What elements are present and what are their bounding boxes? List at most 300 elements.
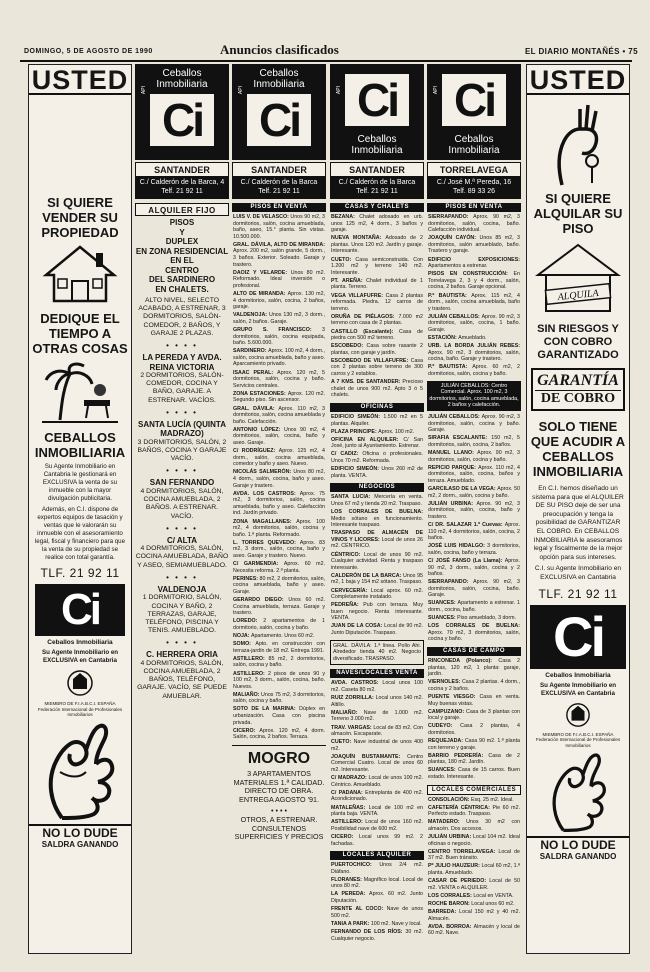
ad-listing xyxy=(331,509,423,529)
header-section: Anuncios clasificados xyxy=(220,42,339,57)
ad-location: JULIÁN CEBALLOS: xyxy=(428,313,482,320)
ad-text: 30 m2. Cualquier negocio. xyxy=(331,928,423,942)
ad-location: ESCOBEDO DE VILLAFUFRE: xyxy=(331,357,411,364)
listing-title: PISOS xyxy=(169,218,195,227)
section-alquiler-fijo: ALQUILER FIJO xyxy=(135,203,229,216)
ad-listing xyxy=(428,753,520,766)
ad-listing xyxy=(331,834,423,847)
ad-listing xyxy=(331,379,423,399)
ads-list xyxy=(330,214,424,399)
ad-location: JOSÉ LUIS HIDALGO: xyxy=(428,543,488,550)
ad-text: Aprox. 90 m2, 3 dormitorios, salón, cocina y baño. Garaje. xyxy=(428,414,520,434)
ad-location: PLAZA PRINCIPE: xyxy=(331,428,379,435)
ad-location: VEGA VILLAFUFRE: xyxy=(331,292,386,299)
listing-text: ALTO NIVEL, SELECTO ACABADO, A ESTRENAR, 3 DORMITORIOS, SALÓN-COMEDOR, 2 BAÑOS, Y GARAJE 2 PLAZAS. xyxy=(138,297,226,337)
ad-text: Local de unos 90 m2. Cualquier actividad. Renta y traspaso interesante. xyxy=(331,551,423,571)
ad-listing xyxy=(233,327,325,347)
ad-text: 100 m2. Nave y local. xyxy=(370,920,422,927)
ad-listing xyxy=(331,739,423,752)
ad-text: Local de 90 m2. Junto Diputación. Traspaso. xyxy=(331,623,423,637)
office-address: C./ Calderón de la Barca Telf. 21 92 11 xyxy=(331,177,423,198)
ad-text: Unos 80 m2. Reformado. Ideal inversión o profesional. xyxy=(233,269,325,289)
api-mark: API xyxy=(141,86,147,95)
office-address: C./ Calderón de la Barca, 4 Telf. 21 92 11 xyxy=(136,177,228,198)
ad-text: C/ San José, junto al Ayuntamiento. Estrenar. xyxy=(331,436,423,450)
ad-location: LOREDO: xyxy=(233,618,264,625)
logo-top2: Inmobiliaria xyxy=(156,79,208,90)
ad-location: CASAR DE PERIEDO: xyxy=(428,878,490,885)
ad-location: SARDINERO: xyxy=(233,348,269,355)
ad-location: TANIA A PARK: xyxy=(331,920,371,927)
ad-listing xyxy=(331,437,423,450)
logo-bot2: Inmobiliaria xyxy=(448,145,500,156)
ad-listing xyxy=(233,391,325,404)
ad-text: Apto. en construcción con terraza-jardín de 18 m2. Entrega 1991. xyxy=(233,641,325,654)
ci-logo: Ci xyxy=(150,94,214,146)
right-body2: C.I. su Agente Inmobiliario en EXCLUSIVA en Cantabria xyxy=(534,565,622,581)
right-logo-caption: Ceballos Inmobiliaria xyxy=(545,671,611,679)
ad-listing xyxy=(233,618,325,631)
ad-text: Aprox. 130 m2, 4 dormitorios, salón, cocina, 2 baños, garaje. xyxy=(233,291,325,311)
ad-listing xyxy=(428,878,520,891)
listing-title: CENTRO xyxy=(165,265,199,275)
ci-logo-block xyxy=(135,64,229,160)
ad-text: Local unos 140 m2. Altillo. xyxy=(331,695,423,708)
ad-location: NICOLÁS SALMERÓN: xyxy=(233,469,294,476)
ads-list xyxy=(330,862,424,942)
ad-location: CUETO: xyxy=(331,256,356,263)
ad-listing xyxy=(233,656,325,669)
column-2 xyxy=(232,64,326,954)
ad-listing xyxy=(331,906,423,919)
ad-listing xyxy=(331,573,423,586)
ad-text: Local de unos 160 m2. Posibilidad nave de 600 m2. xyxy=(331,819,423,832)
ad-text: Aprox. 100 m2, 4 dorm., salón, cocina amueblada, baño y aseo. Aparcamiento privado. xyxy=(233,348,325,368)
ad-listing xyxy=(233,641,325,654)
left-agent: Su Agente Inmobiliario en EXCLUSIVA en Cantabria xyxy=(41,649,119,664)
ad-listing xyxy=(331,921,423,928)
ad-listing xyxy=(428,558,520,578)
listing-text: 4 DORMITORIOS, SALÓN, COCINA AMUEBLADA, 2 BAÑOS. A ESTRENAR. VACÍO. xyxy=(140,487,224,520)
ad-text: Casa de 15 carros. Buen estado. Interesante. xyxy=(428,767,520,781)
ad-listing xyxy=(331,414,423,427)
ad-text: 7.000 m2 terreno con casa de 2 plantas. xyxy=(331,313,423,327)
left-body2: Además, en C.I. dispone de expertos equipos de tasación y ventas que le valorarán su inmueble con el asesoramiento legal, fiscal y financiero para que la venta de su propiedad se realice con total garantía. xyxy=(34,506,126,561)
ads-list xyxy=(427,797,521,937)
ad-listing xyxy=(233,540,325,560)
ad-listing xyxy=(233,448,325,468)
section-pisos-venta: PISOS EN VENTA xyxy=(232,203,326,212)
ad-location: SOTO DE LA MARINA: xyxy=(233,706,300,713)
right-agent: Su Agente Inmobiliario en EXCLUSIVA en Cantabria xyxy=(539,681,617,697)
ad-location: GARCILASO DE LA VEGA: xyxy=(428,485,498,492)
ad-text: Local de unos 100 m2. Céntrico. Amueblado. xyxy=(331,775,423,788)
ad-listing xyxy=(428,694,520,707)
ad-listing xyxy=(428,679,520,692)
ad-location: MANUEL LLANO: xyxy=(428,450,478,456)
ad-location: EDIFICIO SIMEÓN: xyxy=(331,466,382,473)
ad-listing xyxy=(233,728,325,741)
ci-logo-block xyxy=(427,64,521,160)
ad-text: Aprox. 110 m2, 3 dormitorios, salón, cocina amueblada y baño. Calefacción. xyxy=(233,405,325,425)
ad-text: Aprox. 110 m2, 4 dormitorios, salón, cocina, baños y terraza. Amueblado. xyxy=(428,464,520,484)
ad-text: Unos 130 m2, 3 dorm., salón, 2 baños. Garaje. xyxy=(233,312,325,325)
ad-location: NOJA: xyxy=(233,633,251,640)
ad-text: Local de 100 m2 en planta baja. VENTA. xyxy=(331,804,423,818)
ad-text: Unos 30 m2 con almacén. Dos accesos. xyxy=(428,819,520,832)
api-mark: API xyxy=(433,86,439,95)
logo-bot2: Inmobiliaria xyxy=(351,145,403,156)
ad-listing xyxy=(331,710,423,723)
ad-listing xyxy=(233,561,325,574)
right-usted: USTED xyxy=(527,65,629,95)
ad-listing xyxy=(331,329,423,342)
section-pisos-venta: PISOS EN VENTA xyxy=(427,203,521,212)
ad-location: JOAQUÍN BUSTAMANTE: xyxy=(331,753,408,760)
ad-location: SUANCES: xyxy=(428,600,458,607)
ad-location: LUIS V. DE VELASCO: xyxy=(233,214,291,220)
left-line2: DEDIQUE EL TIEMPO A OTRAS COSAS xyxy=(32,311,128,356)
ad-location: CICERO: xyxy=(331,833,359,840)
ad-text: Unos 80 m2, 4 dorm., salón, cocina, baño y aseo. Garaje y trastero. xyxy=(233,469,326,489)
ad-text: Aprox. 60 m2, 2 dormitorios, salón, cocina y baño. xyxy=(428,364,520,378)
ad-text: Nave industrial de unos 400 m2. xyxy=(331,739,423,752)
ad-location: P.º BAUTISTA: xyxy=(428,292,472,299)
ad-text: Aprox. 90 m2, 3 dormitorios, salón, cocina, baño. Garaje y trastero. xyxy=(428,349,520,363)
ad-location: JULIÁN CEBALLOS: xyxy=(428,414,482,421)
ad-text: Local en VENTA. xyxy=(473,892,514,899)
listing-title: C. HERRERA ORIA xyxy=(146,650,218,660)
listing-text: 4 DORMITORIOS, SALÓN, COCINA AMUEBLADA, BAÑO Y ASEO, SEMIAMUEBLADO. xyxy=(135,545,229,569)
ad-location: ROCHE BARON: xyxy=(428,900,472,907)
ad-listing xyxy=(233,427,325,447)
section-negocios: NEGOCIOS xyxy=(330,483,424,492)
office-city: SANTANDER xyxy=(136,163,228,177)
ad-location: CUETO: xyxy=(331,739,354,746)
left-line3: CEBALLOS INMOBILIARIA xyxy=(34,430,126,460)
divider-dots: • • • • xyxy=(166,466,198,476)
ad-text: Mercería en venta. Unos 67 m2 y tienda 20 m2. Traspaso. xyxy=(331,494,423,507)
section-oficinas: OFICINAS xyxy=(330,403,424,412)
ad-text: Nave de unos 500 m2. xyxy=(331,906,424,919)
listing-text: 1 DORMITORIO, SALÓN, COCINA Y BAÑO, 2 TERRAZAS, GARAJE, TELÉFONO, PISCINA Y TENIS. AMUEBLADO. xyxy=(142,594,222,635)
ad-listing xyxy=(233,406,325,426)
listing-text: 2 DORMITORIOS, SALÓN-COMEDOR, COCINA Y BAÑO, GARAJE. A ESTRENAR. VACÍOS. xyxy=(140,372,224,404)
listing-title: VALDENOJA xyxy=(157,584,207,594)
ad-text: Aprox. 110 m2, 4 dormitorios, salón, cocina, 2 baños. xyxy=(428,521,520,542)
house-icon xyxy=(42,243,118,305)
ad-location: PISOS EN CONSTRUCCIÓN: xyxy=(428,271,514,278)
ad-text: Unos 95 m2, 1 baja y 154 m2 sótano. Traspaso. xyxy=(331,572,423,586)
ad-text: Aprox. 90 m2, 3 dorm., salón, cocina y 2 baños. xyxy=(428,557,520,578)
ad-listing xyxy=(331,429,423,436)
seal-icon xyxy=(65,669,95,697)
ad-location: JUAN DE LA COSA: xyxy=(331,623,385,630)
ads-list xyxy=(330,494,424,636)
ad-listing xyxy=(428,364,520,377)
ad-listing xyxy=(428,293,520,313)
left-ad xyxy=(28,64,132,954)
ad-location: L. TORRES QUEVEDO: xyxy=(233,539,300,546)
ad-text: Unos 75 m2, 3 dormitorios, salón, cocina y baño. xyxy=(233,691,325,705)
ad-location: TRASPASO DE ALMACÉN DE VINOS Y LICORES: xyxy=(331,530,423,543)
ad-listing xyxy=(331,819,423,832)
ad-location: MATALEÑAS: xyxy=(331,804,369,811)
ad-location: CALDERÓN DE LA BARCA: xyxy=(331,572,404,579)
ad-listing xyxy=(331,257,423,277)
ad-location: AVDA. LOS CASTROS: xyxy=(233,490,300,497)
ad-location: GRAL. DÁVILA: xyxy=(233,405,279,412)
ad-location: PERINES: xyxy=(233,575,260,582)
ad-text: 85 m2, 2 dormitorios, salón, cocina y baño. xyxy=(233,655,325,669)
ad-listing xyxy=(233,291,325,311)
ad-text: Pie 60 m2. Perfecto estado. Traspaso. xyxy=(428,804,521,818)
ad-text: Pub con terraza. Muy buen negocio. Renta interesante. VENTA. xyxy=(331,602,423,622)
ad-text: Aprox. 83 m2, 3 dorm., salón, cocina, baño y aseo. Garaje y trastero. Nuevo. xyxy=(233,539,325,559)
ad-text: Casa 90 m2. 1.ª planta con terreno y garaje. xyxy=(428,738,520,751)
ad-text: Unos 60 m2. Cocina amueblada, terraza. Garaje y trastero. xyxy=(233,597,325,617)
ad-text: Medio sótano en funcionamiento. Interesante traspaso. xyxy=(331,515,423,529)
mogro-ad xyxy=(232,745,326,842)
ad-listing xyxy=(331,775,423,788)
listing-title: LA PEREDA Y AVDA. REINA VICTORIA xyxy=(142,353,222,372)
ad-location: URB. LA BORDA JULIÁN REBES: xyxy=(428,343,520,350)
ad-text: Aprox. 70 m2, 3 dormitorios, salón, cocina y baño. xyxy=(428,629,520,643)
ad-location: EDIFICIO SIMEÓN: xyxy=(331,413,384,420)
listing-text: 3 DORMITORIOS, SALÓN, 2 BAÑOS, COCINA Y GARAJE VACÍO. xyxy=(137,438,227,463)
office-city: SANTANDER xyxy=(331,163,423,177)
ad-location: C/ PADANA: xyxy=(331,789,366,796)
ad-location: EDIFICIO EXPOSICIONES: xyxy=(428,256,520,263)
ad-listing xyxy=(428,486,520,499)
ad-listing xyxy=(428,271,520,291)
ad-text: Nave de 1.000 m2. Terreno 3.000 m2. xyxy=(331,709,423,723)
ad-text: Dúplex en urbanización. Casa con piscina privada. xyxy=(233,706,325,726)
ad-text: Almacén y local de 60 m2. Nave. xyxy=(428,923,520,937)
ad-text: Local unos 100 m2. Caseta 80 m2. xyxy=(331,680,423,694)
ad-listing xyxy=(233,370,325,390)
ad-text: Magnífico local. Local de unos 80 m2. xyxy=(331,876,423,890)
column-1 xyxy=(135,64,229,954)
api-mark: API xyxy=(336,86,342,95)
ad-listing xyxy=(428,738,520,751)
ad-text: Casa con 2 plantas sobre terreno de 300 carros y 2 establos. xyxy=(331,357,423,378)
ad-location: GRAL. DÁVILA, ALTO DE MIRANDA: xyxy=(233,241,325,248)
ad-location: CERVECERÍA: xyxy=(331,587,371,594)
ad-listing xyxy=(331,695,423,708)
ad-listing xyxy=(233,348,325,368)
ad-location: VIERNOLES: xyxy=(428,679,462,686)
ad-text: Amueblado. xyxy=(458,335,487,342)
ad-listing xyxy=(331,680,423,693)
ad-listing xyxy=(331,602,423,622)
ad-text: Aprox. 90 m2, 3 dormitorios, salón, cocina, baño y trastero. xyxy=(428,500,520,520)
ad-location: LOS CORRALES: xyxy=(428,892,474,899)
alquila-sign-icon xyxy=(532,239,624,315)
ad-listing xyxy=(428,909,520,922)
ad-location: ASTILLERO: xyxy=(233,655,269,662)
ci-logo: Ci xyxy=(247,94,311,146)
office-box xyxy=(232,162,326,199)
ci-logo-block xyxy=(232,64,326,160)
ad-location: C/ GARMENDIA: xyxy=(233,561,284,568)
beach-icon xyxy=(40,360,120,426)
listing-title: SAN FERNANDO xyxy=(149,478,215,488)
ad-location: MALIAÑO: xyxy=(331,709,364,716)
column-3 xyxy=(330,64,424,954)
ad-listing xyxy=(428,501,520,521)
ad-text: Aprox. 120 m2, 4 dorm. Salón, cocina, 2 baños. Terraza. xyxy=(233,727,325,741)
office-address: C./ Calderón de la Barca Telf. 21 92 11 xyxy=(233,177,325,198)
ad-location: ALTO DE MIRANDA: xyxy=(233,291,288,298)
ad-location: MATADERO: xyxy=(428,819,467,826)
header-rule xyxy=(20,60,632,62)
ad-listing xyxy=(331,293,423,313)
ad-text: Local de 50 m2. VENTA o ALQUILER. xyxy=(428,878,520,891)
ad-text: Aprox. 120 m2, 5 dormitorios, salón, cocina y baño. Servicios centrales. xyxy=(233,369,326,389)
section-locales-alquiler: LOCALES ALQUILER xyxy=(330,851,424,860)
ad-text: Centro Comercial Cuatro. Local de unos 60 m2. Interesante. xyxy=(331,753,423,774)
ad-listing xyxy=(428,623,520,643)
header-date: DOMINGO, 5 DE AGOSTO DE 1990 xyxy=(24,48,153,55)
ad-listing xyxy=(331,862,423,875)
ad-text: Unos 260 m2 de planta. VENTA. xyxy=(331,466,423,479)
ad-location: SIERRAPANDO: xyxy=(428,579,474,586)
ad-text: Unos 90 m2, 3 dormitorios, salón, cocina amueblada, baño, aseo, 15.° planta. Sin vistas. 10.500.000. xyxy=(233,214,326,240)
ad-listing xyxy=(233,214,325,240)
ad-text: Casa 2 plantas, 4 dormitorios. xyxy=(428,723,520,736)
listing-title: DEL SARDINERO xyxy=(148,275,216,284)
ad-listing xyxy=(428,819,520,832)
left-line1: SI QUIERE VENDER SU PROPIEDAD xyxy=(41,195,119,240)
right-line3: SOLO TIENE QUE ACUDIR A CEBALLOS INMOBILIARIA xyxy=(530,419,626,479)
ad-location: CÉNTRICO: xyxy=(331,551,364,558)
ad-text: Casa 2 plantas, 120 m2, 1 planta: garaje, jardín. xyxy=(428,658,520,678)
ads-list xyxy=(232,214,326,741)
ok-hand-icon xyxy=(40,722,120,820)
ad-listing xyxy=(233,706,325,726)
alquiler-list xyxy=(135,218,229,701)
ad-listing xyxy=(331,278,423,291)
ad-text: Aprox. 90 m2, 3 dormitorios, salón, cocina, 1 baño. Garaje. xyxy=(428,313,520,333)
ad-listing xyxy=(428,257,520,270)
ad-listing xyxy=(233,597,325,617)
ad-location: A 7 KMS. DE SANTANDER: xyxy=(331,379,403,386)
ad-text: Local 60 m2, 1.ª planta. Amueblado. xyxy=(428,863,520,877)
listing-title: EN ZONA RESIDENCIAL xyxy=(135,246,229,256)
ad-listing xyxy=(233,312,325,325)
highlight-ad: JULIÁN CEBALLOS: Centro Comercial. Aprox. 100 m2, 3 dormitorios, salón, cocina amueblada, 2 baños y calefacción. xyxy=(427,381,521,411)
mogro-text2: OTROS, A ESTRENAR. CONSULTENOS SUPERFICIES Y PRECIOS xyxy=(234,814,324,842)
listing-title: Y xyxy=(179,227,185,237)
ad-location: RINCONEDA (Polanco): xyxy=(428,658,499,665)
ad-text: Piso amueblado, 3 dorm. xyxy=(457,615,517,622)
left-tlf: TLF. 21 92 11 xyxy=(40,566,120,580)
right-line1: SI QUIERE ALQUILAR SU PISO xyxy=(533,191,623,236)
ad-text: 2 pisos de unos 90 y 100 m2, 3 dorm., salón, cocina, baño. Nuevos. xyxy=(233,670,325,690)
ad-text: Casa 2 plantas. 4 dorm., cocina y 2 baños. xyxy=(428,679,520,692)
svg-text:ALQUILA: ALQUILA xyxy=(557,287,600,304)
ad-listing xyxy=(233,270,325,290)
ad-listing xyxy=(331,790,423,803)
ad-text: Esq. 25 m2. Ideal. xyxy=(470,796,514,803)
divider-dots: • • • • xyxy=(166,638,198,648)
left-saldra: SALDRA GANANDO xyxy=(41,839,119,849)
ad-location: ASTILLERO: xyxy=(233,670,268,677)
right-gar2: DE COBRO xyxy=(535,390,621,407)
office-city: TORRELAVEGA xyxy=(428,163,520,177)
logo-top2: Inmobiliaria xyxy=(253,79,305,90)
ad-text: Aprox. 90 m2, 3 dormitorios, salón, cocina, baño. Garaje. xyxy=(428,579,520,599)
ad-listing xyxy=(331,451,423,464)
right-line2: SIN RIESGOS Y CON COBRO GARANTIZADO xyxy=(537,323,619,361)
ad-text: Casa de 2 plantas, 180 m2. Jardín. xyxy=(428,752,520,766)
ad-listing xyxy=(428,335,520,342)
office-city: SANTANDER xyxy=(233,163,325,177)
left-member: MIEMBRO DE F.I.A.B.C.I. ESPAÑA Federación Internacional de Profesionales Inmobiliarios xyxy=(37,701,123,717)
ad-location: REQUEJADA: xyxy=(428,738,465,745)
ad-location: P.º BAUTISTA: xyxy=(428,364,473,371)
left-nolo: NO LO DUDE xyxy=(29,824,131,840)
ad-listing xyxy=(428,343,520,363)
ad-text: 3 dormitorios, salón, cocina, baño y terraza. xyxy=(428,543,520,556)
ad-location: ORUÑA DE PIÉLAGOS: xyxy=(331,313,399,320)
ad-text: Aprox. 115 m2, 4 dorm., salón, cocina amueblada, baño y trastero. xyxy=(428,292,520,312)
ad-location: C/ MADRAZO: xyxy=(331,775,369,782)
ad-listing xyxy=(428,797,520,804)
right-saldra: SALDRA GANANDO xyxy=(539,852,617,862)
ad-text: 80 m2, 2 dormitorios, salón, cocina amueblada, baño y aseo. Garaje. xyxy=(233,575,326,595)
right-ci-logo: Ci xyxy=(530,605,626,669)
section-casas-campo: CASAS DE CAMPO xyxy=(427,647,521,656)
ad-location: SOMO: xyxy=(233,641,256,648)
left-body1: Su Agente Inmobiliario en Cantabria le gestionará en EXCLUSIVA la venta de su inmueble con la mayor divulgación publicitaria. xyxy=(42,463,118,502)
ad-location: AVDA. CASTROS: xyxy=(331,680,383,687)
ad-location: JOAQUÍN CAYÓN: xyxy=(428,235,480,242)
ad-listing xyxy=(428,600,520,613)
ad-listing xyxy=(233,671,325,691)
ad-listing xyxy=(331,314,423,327)
ad-text: Apartamento a estrenar. 1 dorm., cocina, baño. xyxy=(428,600,520,614)
ad-text: 3 dormitorios, salón, cocina equipada, baño. 5.600.000. xyxy=(233,327,325,347)
section-locales-comerciales: LOCALES COMERCIALES xyxy=(427,785,521,795)
divider-dots: • • • • xyxy=(166,341,198,351)
ad-location: BEZANA: xyxy=(331,214,360,220)
ad-location: SUANCES: xyxy=(428,615,458,622)
ad-location: CONSOLACIÓN: xyxy=(428,796,471,803)
ad-listing xyxy=(233,469,325,489)
divider-dots: • • • • xyxy=(166,572,198,582)
ad-listing xyxy=(331,494,423,507)
ad-location: NUEVA MONTAÑA: xyxy=(331,235,386,242)
ad-location: REPICIO PARQUE: xyxy=(428,464,479,471)
ad-location: DAOIZ Y VELARDE: xyxy=(233,269,291,276)
ad-listing xyxy=(331,466,423,479)
ad-text: Adosado de 2 plantas. Unos 120 m2. Jardín y garaje. Interesante. xyxy=(331,235,423,255)
ad-location: FERNANDO DE LOS RÍOS: xyxy=(331,928,406,935)
ad-text: 2 apartamentos de 1 dormitorio, salón, cocina y baño. xyxy=(233,618,325,631)
ad-text: Casa en venta. Muy buenas vistas. xyxy=(428,694,520,707)
ad-text: Unos 2/4 m2. Diáfano. xyxy=(331,862,423,875)
ad-listing xyxy=(233,242,325,268)
ad-location: VALDENOJA: xyxy=(233,312,270,319)
ad-listing xyxy=(331,805,423,818)
ad-text: Aprox. 100 m2. xyxy=(378,428,415,435)
ad-location: CENTRO TORRELAVEGA: xyxy=(428,848,499,855)
ci-logo-block xyxy=(330,64,424,160)
ad-listing xyxy=(428,767,520,780)
ad-location: ZONA MAGALLANES: xyxy=(233,518,297,525)
